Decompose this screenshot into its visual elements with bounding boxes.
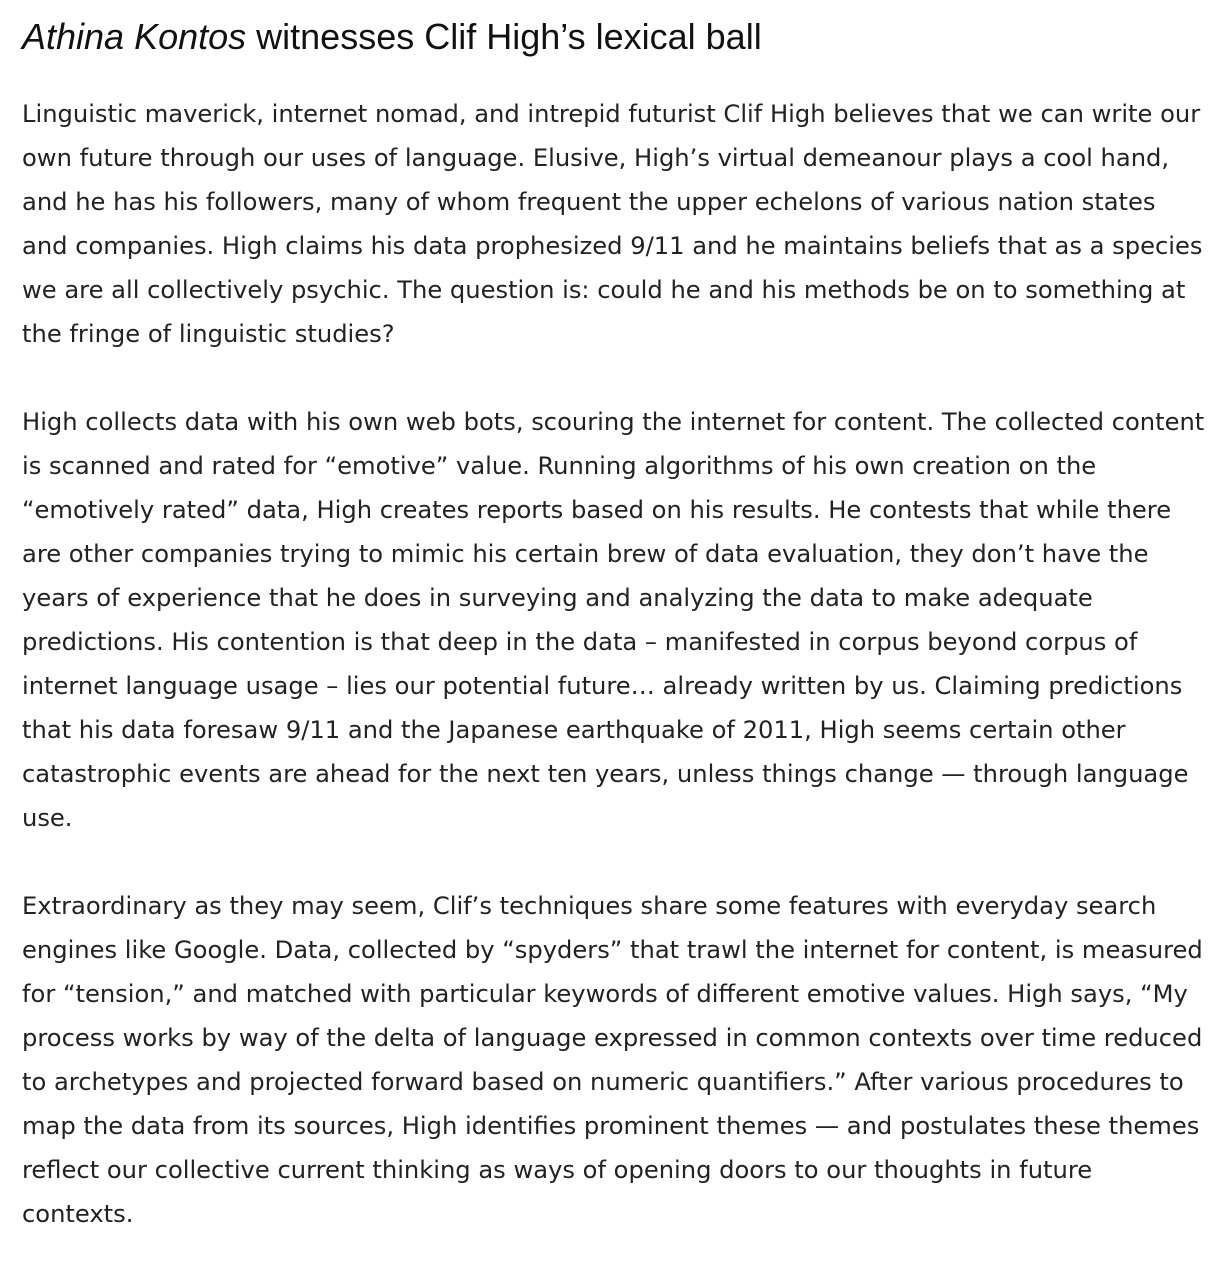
headline-text: witnesses Clif High’s lexical ball [246, 16, 762, 57]
article-body [22, 92, 1208, 1236]
paragraph-data-collection: High collects data with his own web bots, scouring the internet for content. The collected content is scanned and rated for “emotive” value. Running algorithms of his own creation on the “emotively rated” data, High creates reports based on his results. He contests that while there are other companies trying to mimic his certain brew of data evaluation, they don’t have the years of experience that he does in surveying and analyzing the data to make adequate predictions. His contention is that deep in the data – manifested in corpus beyond corpus of internet language usage – lies our potential future… already written by us. Claiming predictions that his data foresaw 9/11 and the Japanese earthquake of 2011, High seems certain other catastrophic events are ahead for the next ten years, unless things change — through language use. [22, 408, 1205, 832]
paragraph-techniques: Extraordinary as they may seem, Clif’s techniques share some features with everyday search engines like Google. Data, collected by “spyders” that trawl the internet for content, is measured for “tension,” and matched with particular keywords of different emotive values. High says, “My process works by way of the delta of language expressed in common contexts over time reduced to archetypes and projected forward based on numeric quantifiers.” After various procedures to map the data from its sources, High identifies prominent themes — and postulates these themes reflect our collective current thinking as ways of opening doors to our thoughts in future contexts. [22, 892, 1203, 1228]
headline-author: Athina Kontos [22, 16, 247, 57]
article-headline [22, 14, 1208, 60]
paragraph-intro: Linguistic maverick, internet nomad, and intrepid futurist Clif High believes that we can write our own future through our uses of language. Elusive, High’s virtual demeanour plays a cool hand, and he has his followers, many of whom frequent the upper echelons of various nation states and companies. High claims his data prophesized 9/11 and he maintains beliefs that as a species we are all collectively psychic. The question is: could he and his methods be on to something at the fringe of linguistic studies? [22, 100, 1203, 348]
